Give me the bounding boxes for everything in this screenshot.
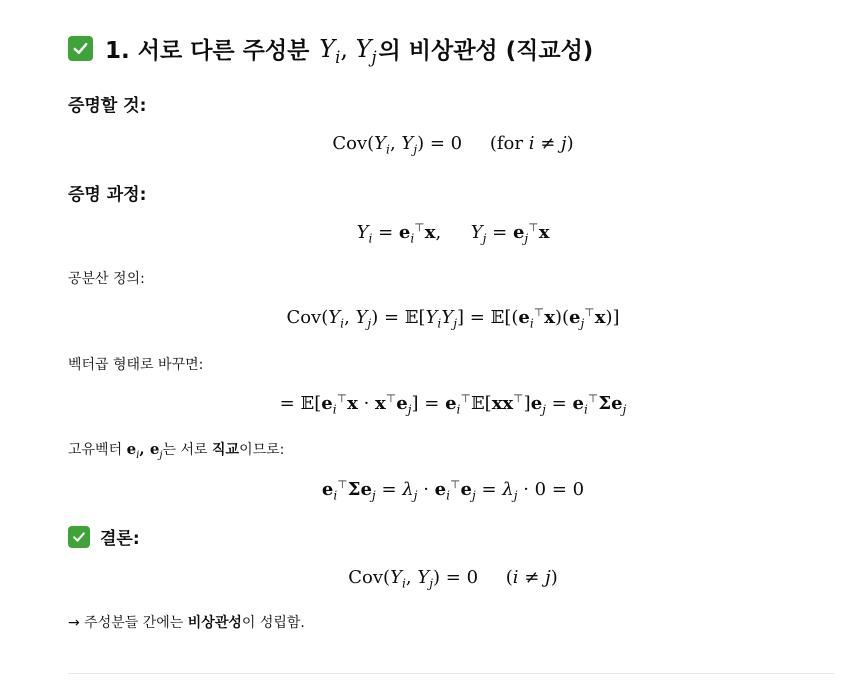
vector-product-label: 벡터곱 형태로 바꾸면: — [68, 357, 204, 373]
section-heading — [68, 32, 593, 65]
to-prove-label: 증명할 것: — [68, 96, 147, 116]
eigen-text-prefix: 고유벡터 — [68, 442, 123, 458]
proof-label: 증명 과정: — [68, 185, 147, 205]
eigen-text-bold: 직교 — [212, 442, 240, 458]
eigen-text-middle: 는 서로 — [162, 442, 208, 458]
section-divider — [68, 673, 834, 674]
equation-conclusion: $Cov(Y_i$, $Y_j) = 0$ (i ≠ j) — [348, 567, 558, 591]
check-mark-icon — [68, 36, 93, 61]
for-text: for — [496, 133, 523, 154]
final-statement — [68, 612, 305, 632]
eigen-text-suffix: 이므로: — [239, 442, 285, 458]
conclusion-heading — [68, 524, 140, 549]
conclusion-label: 결론: — [100, 529, 140, 549]
check-mark-icon — [68, 526, 90, 548]
equation-vector-product: = $𝔼[e_i^⊤x \cdot x^⊤e_j]$ = $e_i^⊤𝔼[xx^⊤]e_j = e_i^⊤\Sigma e_j$ — [279, 392, 627, 417]
equation-projection: $Y_i = e_i^⊤x$, $Y_j = e_j^⊤x$ — [356, 221, 550, 246]
final-text-bold: 비상관성 — [187, 615, 242, 631]
heading-suffix: 의 비상관성 (직교성) — [378, 38, 594, 64]
heading-math: $Y_i$, $Y_j$ — [319, 34, 377, 67]
equation-to-prove: $Cov(Y_i$, $Y_j) = 0$ (for i ≠ j) — [332, 133, 574, 157]
equation-eigen-result: $e_i^⊤\Sigma e_j = \lambda_j \cdot e_i^⊤e_j = \lambda_j \cdot 0 = 0$ — [321, 478, 585, 503]
eigenvector-orthogonal-text — [68, 439, 284, 459]
final-text-prefix: → 주성분들 간에는 — [68, 615, 184, 631]
equation-cov-definition: $Cov(Y_i$, $Y_j$) = $𝔼[Y_iY_j]$ = $𝔼[(e_i^⊤x)(e_j^⊤x)]$ — [286, 306, 620, 331]
heading-prefix: 1. 서로 다른 주성분 — [105, 38, 310, 64]
final-text-suffix: 이 성립함. — [241, 615, 305, 631]
cov-definition-label: 공분산 정의: — [68, 271, 145, 287]
eigen-vectors-math: $e_i$, $e_j$ — [126, 440, 163, 461]
